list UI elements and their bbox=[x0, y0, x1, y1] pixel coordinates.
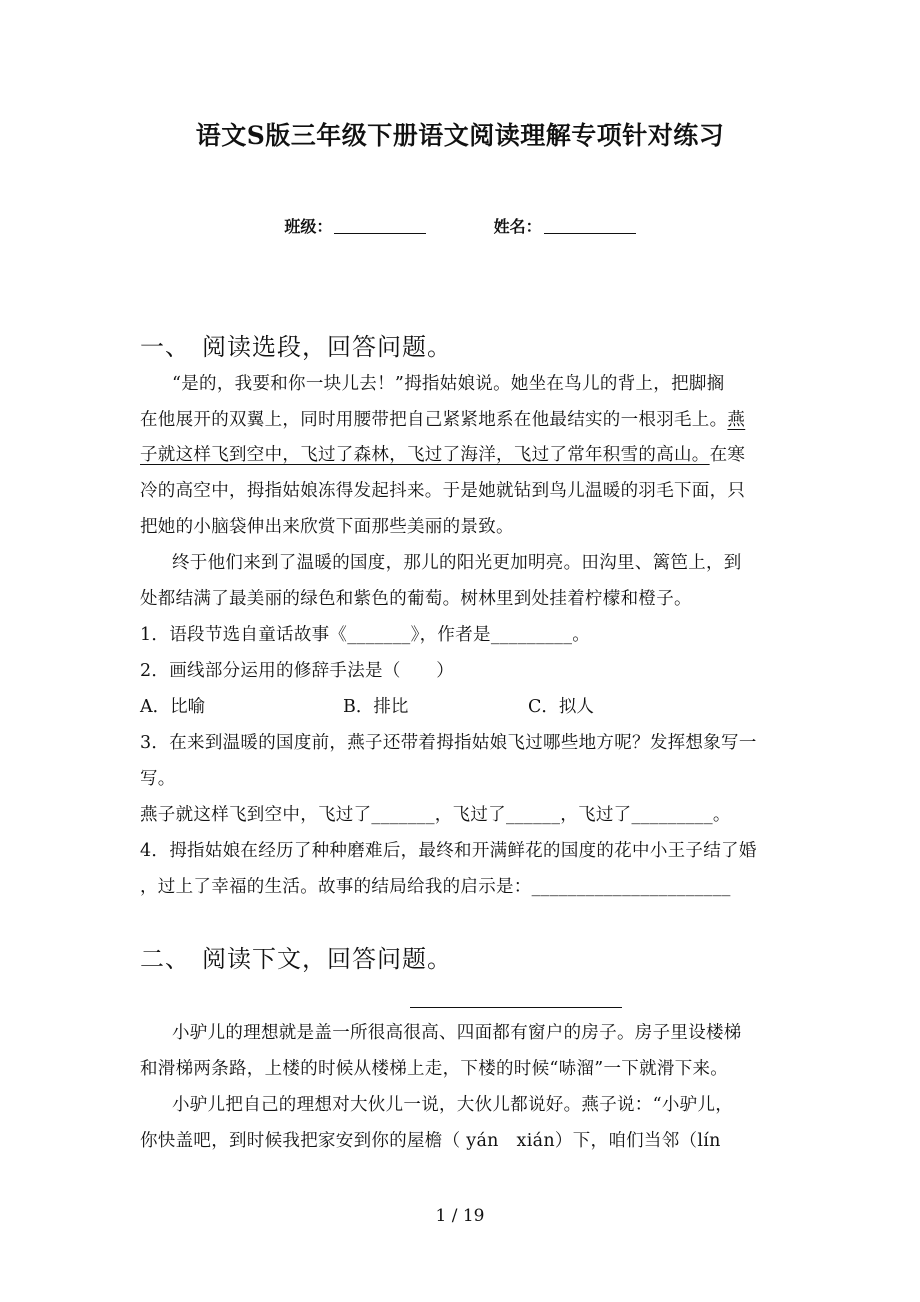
question-2: 2．画线部分运用的修辞手法是（ ） bbox=[140, 661, 455, 681]
passage-3-line: 和滑梯两条路，上楼的时候从楼梯上走，下楼的时候“哧溜”一下就滑下来。 bbox=[140, 1059, 729, 1079]
section-1-number: 一、 bbox=[140, 333, 190, 361]
student-info-row bbox=[0, 214, 920, 237]
section-1-title: 阅读选段，回答问题。 bbox=[202, 333, 452, 361]
page-number: 1 / 19 bbox=[435, 1206, 485, 1226]
passage-2-line: 终于他们来到了温暖的国度，那儿的阳光更加明亮。田沟里、篱笆上，到 bbox=[172, 553, 742, 573]
name-label: 姓名： bbox=[493, 217, 542, 236]
passage-4-line: 小驴儿把自己的理想对大伙儿一说，大伙儿都说好。燕子说：“小驴儿， bbox=[172, 1095, 734, 1115]
question-4-cont: ，过上了幸福的生活。故事的结局给我的启示是：______________________ bbox=[140, 877, 731, 897]
passage-3-line: 小驴儿的理想就是盖一所很高很高、四面都有窗户的房子。房子里设楼梯 bbox=[172, 1023, 742, 1043]
question-3-fill: 燕子就这样飞到空中，飞过了_______，飞过了______，飞过了_________。 bbox=[140, 805, 731, 825]
question-1: 1．语段节选自童话故事《_______》，作者是_________。 bbox=[140, 625, 591, 645]
section-2-title: 阅读下文，回答问题。 bbox=[202, 945, 452, 973]
question-4: 4．拇指姑娘在经历了种种磨难后，最终和开满鲜花的国度的花中小王子结了婚 bbox=[140, 841, 757, 861]
passage-1-line: 把她的小脑袋伸出来欣赏下面那些美丽的景致。 bbox=[140, 517, 514, 537]
underlined-text: 子就这样飞到空中，飞过了森林，飞过了海洋，飞过了常年积雪的高山。 bbox=[140, 445, 710, 465]
option-c[interactable]: C．拟人 bbox=[528, 697, 594, 717]
passage-1-line bbox=[140, 408, 780, 432]
question-3-cont: 写。 bbox=[140, 769, 176, 789]
passage-2-line: 处都结满了最美丽的绿色和紫色的葡萄。树林里到处挂着柠檬和橙子。 bbox=[140, 589, 692, 609]
page-title: 语文S版三年级下册语文阅读理解专项针对练习 bbox=[195, 121, 725, 150]
question-3: 3．在来到温暖的国度前，燕子还带着拇指姑娘飞过哪些地方呢？发挥想象写一 bbox=[140, 733, 757, 753]
section-1-heading bbox=[140, 327, 452, 362]
passage-1-line: “是的，我要和你一块儿去！”拇指姑娘说。她坐在鸟儿的背上，把脚搁 bbox=[172, 374, 725, 394]
passage-1-line bbox=[140, 443, 780, 467]
option-b[interactable]: B．排比 bbox=[343, 697, 409, 717]
name-blank[interactable] bbox=[544, 217, 636, 234]
class-blank[interactable] bbox=[334, 217, 426, 234]
passage-text: 在他展开的双翼上，同时用腰带把自己紧紧地系在他最结实的一根羽毛上。 bbox=[140, 410, 728, 430]
passage-1-line: 冷的高空中，拇指姑娘冻得发起抖来。于是她就钻到鸟儿温暖的羽毛下面，只 bbox=[140, 481, 746, 501]
section-2-heading bbox=[140, 939, 452, 974]
passage-text: 在寒 bbox=[709, 445, 746, 465]
passage-4-line: 你快盖吧，到时候我把家安到你的屋檐（ yán xián）下，咱们当邻（lín bbox=[140, 1131, 721, 1151]
class-label: 班级： bbox=[284, 217, 333, 236]
title-blank-line bbox=[410, 1007, 622, 1008]
option-a[interactable]: A．比喻 bbox=[140, 697, 206, 717]
section-2-number: 二、 bbox=[140, 945, 190, 973]
underlined-text: 燕 bbox=[727, 410, 746, 430]
